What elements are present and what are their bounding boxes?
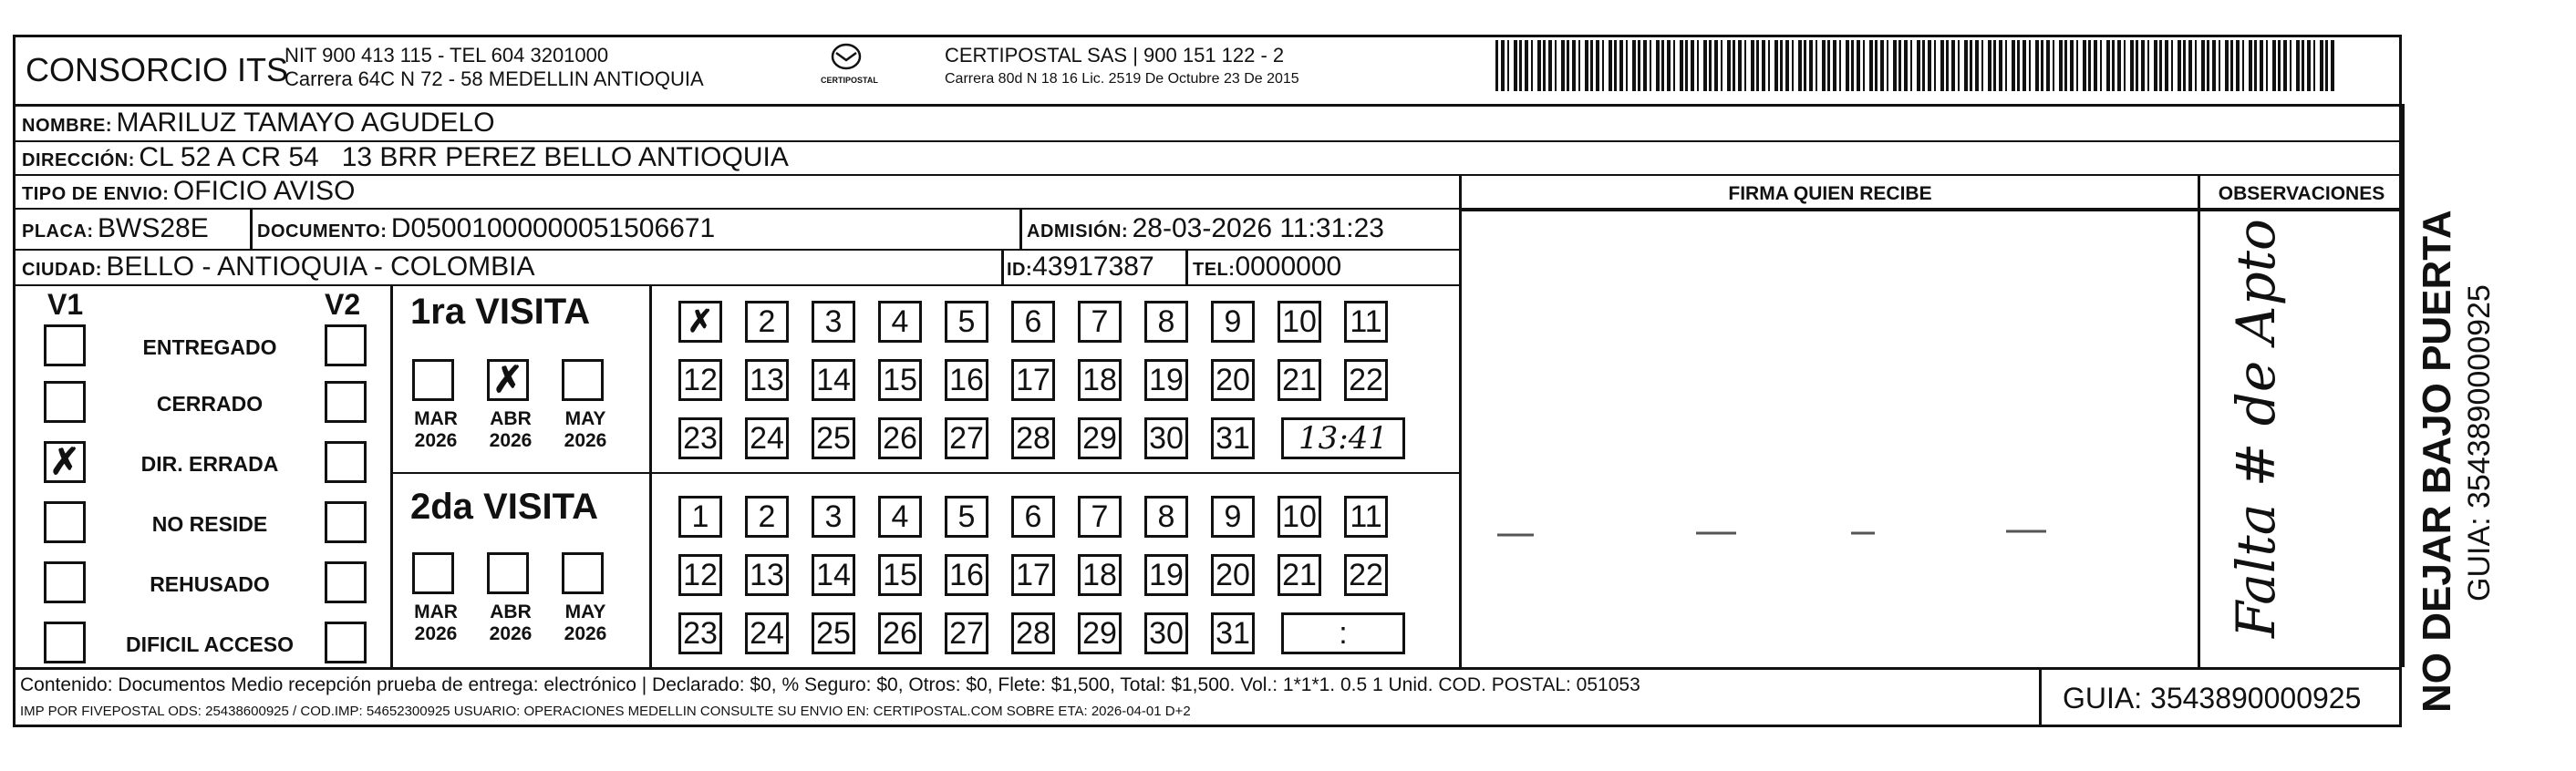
day-box[interactable]: 8 <box>1144 301 1188 343</box>
side-guia: GUIA: 3543890000925 <box>2462 284 2497 601</box>
month-name: MAY <box>564 408 606 429</box>
visit1-title: 1ra VISITA <box>410 292 591 332</box>
divider <box>1001 249 1004 284</box>
day-box[interactable]: 5 <box>945 301 988 343</box>
footer-contents: Contenido: Documentos Medio recepción prueba de entrega: electrónico | Declarado: $0, % Seguro: $0, Otros: $0, Flete: $1,500, Total: $1,500. Vol.: 1*1*1. 0.5 1 Unid. COD. POSTAL: 051053 <box>20 674 1640 695</box>
day-box[interactable]: 24 <box>745 612 789 654</box>
tel-value: 0000000 <box>1235 252 1342 282</box>
v1-checkbox[interactable] <box>44 561 86 603</box>
certipostal-name: CERTIPOSTAL SAS | 900 151 122 - 2 <box>945 44 1285 67</box>
v2-checkbox[interactable] <box>325 622 367 663</box>
day-box[interactable]: 10 <box>1278 301 1321 343</box>
month-year: 2026 <box>489 623 533 644</box>
day-box[interactable]: 17 <box>1011 359 1055 401</box>
day-box[interactable]: 4 <box>878 301 922 343</box>
day-box[interactable]: 12 <box>678 359 722 401</box>
documento-cell <box>257 213 715 244</box>
divider <box>13 174 2402 176</box>
day-box[interactable]: 30 <box>1144 612 1188 654</box>
envelope-logo-icon <box>828 42 864 71</box>
ciudad-label: CIUDAD: <box>22 260 102 280</box>
placa-label: PLACA: <box>22 221 94 242</box>
divider <box>250 208 253 249</box>
guide-frame <box>13 35 2402 727</box>
day-box[interactable]: 22 <box>1344 359 1388 401</box>
direccion-label: DIRECCIÓN: <box>22 150 135 170</box>
month-year: 2026 <box>414 623 458 644</box>
day-box[interactable]: 15 <box>878 554 922 596</box>
time-box[interactable]: : <box>1281 612 1405 654</box>
day-box[interactable]: 20 <box>1211 554 1255 596</box>
month-label <box>409 408 463 452</box>
divider <box>13 667 2402 670</box>
day-box[interactable]: 2 <box>745 301 789 343</box>
day-box[interactable]: 27 <box>945 612 988 654</box>
month-label <box>483 408 538 452</box>
day-box[interactable]: 31 <box>1211 417 1255 459</box>
day-box[interactable]: 26 <box>878 612 922 654</box>
side-warning: NO DEJAR BAJO PUERTA <box>2415 210 2459 713</box>
day-box[interactable]: 12 <box>678 554 722 596</box>
day-box[interactable]: 29 <box>1078 612 1122 654</box>
day-box[interactable]: 23 <box>678 417 722 459</box>
divider <box>1459 210 2402 211</box>
day-box[interactable]: 19 <box>1144 359 1188 401</box>
day-box[interactable]: 7 <box>1078 496 1122 538</box>
day-box[interactable]: 1 <box>678 496 722 538</box>
footer-print-info: IMP POR FIVEPOSTAL ODS: 25438600925 / COD.IMP: 54652300925 USUARIO: OPERACIONES MEDELLIN CONSULTE SU ENVIO EN: CERTIPOSTAL.COM SOBRE ETA: 2026-04-01 D+2 <box>20 704 1191 719</box>
month-label <box>409 601 463 645</box>
admision-value: 28-03-2026 11:31:23 <box>1132 213 1384 243</box>
status-label: NO RESIDE <box>151 512 268 536</box>
day-box[interactable]: 23 <box>678 612 722 654</box>
time-box[interactable]: 13:41 <box>1281 417 1405 459</box>
nombre-row <box>22 108 495 139</box>
logo-text: CERTIPOSTAL <box>821 76 878 85</box>
divider <box>1459 176 1462 667</box>
company-name: CONSORCIO ITS <box>26 51 289 88</box>
month-label <box>558 408 613 452</box>
tipo-value: OFICIO AVISO <box>172 176 356 206</box>
placa-value: BWS28E <box>98 213 209 243</box>
month-name: MAR <box>414 601 458 622</box>
v2-checkbox[interactable] <box>325 501 367 543</box>
day-box[interactable]: 10 <box>1278 496 1321 538</box>
day-box[interactable]: 2 <box>745 496 789 538</box>
day-box[interactable]: 13 <box>745 359 789 401</box>
month-name: ABR <box>490 408 532 429</box>
day-box[interactable]: 3 <box>812 301 855 343</box>
day-box[interactable]: 16 <box>945 359 988 401</box>
day-box[interactable]: 18 <box>1078 359 1122 401</box>
divider <box>2039 667 2042 727</box>
day-box[interactable]: 27 <box>945 417 988 459</box>
tel-label: TEL: <box>1193 260 1236 280</box>
divider <box>649 284 652 667</box>
id-cell <box>1007 252 1154 283</box>
handwritten-observation: Falta # de Apto <box>2225 219 2287 638</box>
month-checkbox[interactable]: ✗ <box>487 359 529 401</box>
day-box[interactable]: 26 <box>878 417 922 459</box>
direccion-value: CL 52 A CR 54 13 BRR PEREZ BELLO ANTIOQUIA <box>139 142 789 172</box>
v2-checkbox[interactable] <box>325 561 367 603</box>
day-box[interactable]: 22 <box>1344 554 1388 596</box>
day-box[interactable]: 3 <box>812 496 855 538</box>
admision-label: ADMISIÓN: <box>1027 221 1129 242</box>
nombre-value: MARILUZ TAMAYO AGUDELO <box>116 108 495 138</box>
month-year: 2026 <box>489 430 533 451</box>
id-label: ID: <box>1007 260 1033 280</box>
month-name: MAY <box>564 601 606 622</box>
divider <box>390 472 1459 474</box>
month-checkbox[interactable] <box>412 359 454 401</box>
admision-cell <box>1027 213 1384 244</box>
visit2-title: 2da VISITA <box>410 487 598 527</box>
divider <box>1185 249 1188 284</box>
status-label: CERRADO <box>156 392 264 416</box>
day-box[interactable]: 11 <box>1344 301 1388 343</box>
month-year: 2026 <box>564 430 607 451</box>
month-checkbox[interactable] <box>562 359 604 401</box>
month-label <box>483 601 538 645</box>
status-label: DIFICIL ACCESO <box>125 632 294 656</box>
v2-header: V2 <box>325 288 361 321</box>
divider <box>13 249 1459 251</box>
status-label: ENTREGADO <box>142 335 277 359</box>
day-box[interactable]: 18 <box>1078 554 1122 596</box>
day-box[interactable]: 24 <box>745 417 789 459</box>
documento-value: D05001000000051506671 <box>390 213 716 243</box>
observaciones-label: OBSERVACIONES <box>2218 183 2385 204</box>
status-label: REHUSADO <box>150 572 270 596</box>
month-year: 2026 <box>564 623 607 644</box>
v2-checkbox[interactable] <box>325 441 367 483</box>
month-year: 2026 <box>414 430 458 451</box>
day-box[interactable]: 31 <box>1211 612 1255 654</box>
barcode <box>1495 40 2334 91</box>
day-box[interactable]: 13 <box>745 554 789 596</box>
month-checkbox[interactable] <box>412 552 454 594</box>
divider <box>13 104 2402 107</box>
firma-label: FIRMA QUIEN RECIBE <box>1728 183 1932 204</box>
tipo-row <box>22 176 355 207</box>
month-label <box>558 601 613 645</box>
day-box[interactable]: 28 <box>1011 612 1055 654</box>
certipostal-logo <box>821 42 878 91</box>
day-box[interactable]: 17 <box>1011 554 1055 596</box>
divider <box>1019 208 1022 249</box>
nombre-label: NOMBRE: <box>22 116 113 136</box>
placa-cell <box>22 213 209 244</box>
v1-checkbox[interactable] <box>44 501 86 543</box>
day-box[interactable]: 7 <box>1078 301 1122 343</box>
v1-checkbox[interactable] <box>44 622 86 663</box>
v1-header: V1 <box>47 288 84 321</box>
v2-checkbox[interactable] <box>325 324 367 366</box>
v1-checkbox[interactable] <box>44 324 86 366</box>
day-box[interactable]: 29 <box>1078 417 1122 459</box>
divider <box>390 284 393 667</box>
tel-cell <box>1193 252 1341 283</box>
divider <box>2198 176 2200 667</box>
direccion-row <box>22 142 789 173</box>
tipo-label: TIPO DE ENVIO: <box>22 184 170 204</box>
day-box[interactable]: 15 <box>878 359 922 401</box>
month-name: MAR <box>414 408 458 429</box>
day-box[interactable]: 16 <box>945 554 988 596</box>
certipostal-address: Carrera 80d N 18 16 Lic. 2519 De Octubre 23 De 2015 <box>945 71 1299 87</box>
signature-marks <box>1495 524 2061 542</box>
ciudad-value: BELLO - ANTIOQUIA - COLOMBIA <box>106 252 535 282</box>
v1-checkbox[interactable] <box>44 381 86 423</box>
v1-checkbox[interactable]: ✗ <box>44 441 86 483</box>
month-checkbox[interactable] <box>562 552 604 594</box>
company-nit: NIT 900 413 115 - TEL 604 3201000 <box>284 44 609 67</box>
documento-label: DOCUMENTO: <box>257 221 388 242</box>
day-box[interactable]: 25 <box>812 417 855 459</box>
day-box[interactable]: 14 <box>812 554 855 596</box>
day-box[interactable]: 8 <box>1144 496 1188 538</box>
day-box[interactable]: 14 <box>812 359 855 401</box>
day-box[interactable]: 5 <box>945 496 988 538</box>
v2-checkbox[interactable] <box>325 381 367 423</box>
month-checkbox[interactable] <box>487 552 529 594</box>
day-box[interactable]: 9 <box>1211 301 1255 343</box>
footer-guia: GUIA: 3543890000925 <box>2063 682 2362 714</box>
divider <box>13 284 1459 286</box>
day-box[interactable]: 19 <box>1144 554 1188 596</box>
day-box[interactable]: 20 <box>1211 359 1255 401</box>
day-box[interactable]: 11 <box>1344 496 1388 538</box>
month-name: ABR <box>490 601 532 622</box>
day-box[interactable]: ✗ <box>678 301 722 343</box>
day-box[interactable]: 25 <box>812 612 855 654</box>
day-box[interactable]: 6 <box>1011 496 1055 538</box>
id-value: 43917387 <box>1032 252 1154 282</box>
day-box[interactable]: 21 <box>1278 359 1321 401</box>
status-label: DIR. ERRADA <box>140 452 279 476</box>
day-box[interactable]: 28 <box>1011 417 1055 459</box>
company-address: Carrera 64C N 72 - 58 MEDELLIN ANTIOQUIA <box>284 67 704 90</box>
day-box[interactable]: 21 <box>1278 554 1321 596</box>
day-box[interactable]: 6 <box>1011 301 1055 343</box>
divider <box>2402 104 2405 667</box>
ciudad-row <box>22 252 535 283</box>
day-box[interactable]: 4 <box>878 496 922 538</box>
day-box[interactable]: 30 <box>1144 417 1188 459</box>
day-box[interactable]: 9 <box>1211 496 1255 538</box>
